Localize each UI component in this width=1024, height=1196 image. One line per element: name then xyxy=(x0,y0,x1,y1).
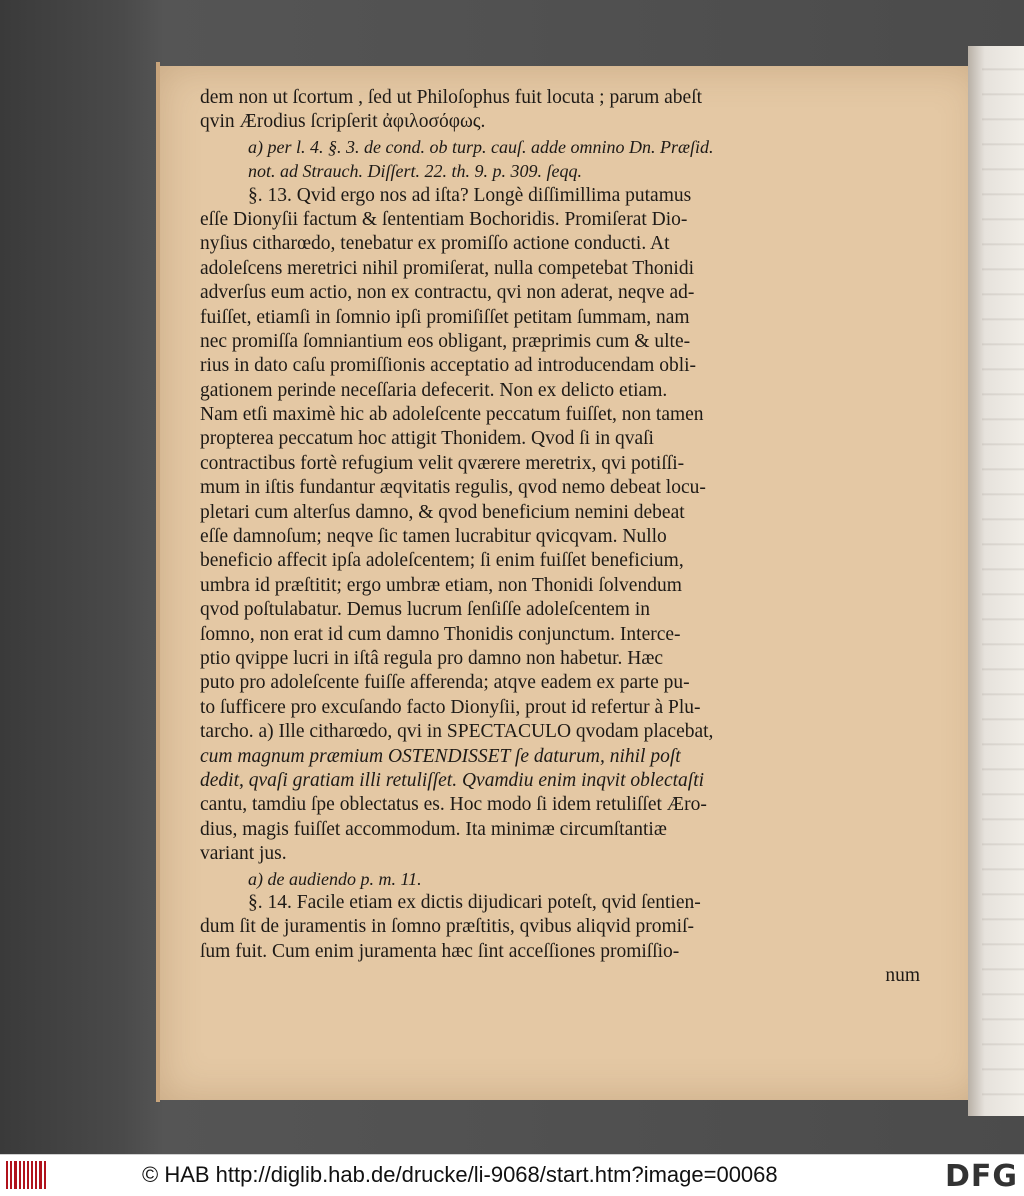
text-line: num xyxy=(885,965,920,987)
text-line: to ſufficere pro excuſando facto Dionyſii, prout id refertur à Plu- xyxy=(200,696,701,718)
text-line: dedit, qvaſi gratiam illi retuliſſet. Qvamdiu enim inqvit oblectaſti xyxy=(200,769,705,791)
text-line: ptio qvippe lucri in iſtâ regula pro damno non habetur. Hæc xyxy=(200,647,664,669)
text-line: §. 13. Qvid ergo nos ad iſta? Longè diſſimillima putamus xyxy=(248,184,692,206)
copyright-url: © HAB http://diglib.hab.de/drucke/li-9068/start.htm?image=00068 xyxy=(142,1162,778,1187)
text-line: not. ad Strauch. Diſſert. 22. th. 9. p. 309. ſeqq. xyxy=(248,161,582,182)
text-line: Nam etſi maximè hic ab adoleſcente peccatum fuiſſet, non tamen xyxy=(200,404,704,426)
text-line: puto pro adoleſcente fuiſſe afferenda; atqve eadem ex parte pu- xyxy=(200,672,690,694)
text-line: adverſus eum actio, non ex contractu, qvi non aderat, neqve ad- xyxy=(200,282,695,304)
text-line: nec promiſſa ſomniantium eos obligant, præprimis cum & ulte- xyxy=(200,330,691,352)
text-line: fuiſſet, etiamſi in ſomnio ipſi promiſiſſet petitam ſummam, nam xyxy=(200,306,690,328)
text-line: nyſius citharœdo, tenebatur ex promiſſo actione conducti. At xyxy=(200,233,670,255)
text-line: eſſe damnoſum; neqve ſic tamen lucrabitur qvicqvam. Nullo xyxy=(200,526,667,548)
text-line: umbra id præſtitit; ergo umbræ etiam, non Thonidi ſolvendum xyxy=(200,574,682,596)
text-line: cum magnum præmium OSTENDISSET ſe daturum, nihil poſt xyxy=(200,745,681,767)
text-line: tarcho. a) Ille citharœdo, qvi in SPECTACULO qvodam placebat, xyxy=(200,721,714,743)
text-line: eſſe Dionyſii factum & ſententiam Bochoridis. Promiſerat Dio- xyxy=(200,208,688,230)
text-line: variant jus. xyxy=(200,843,287,865)
text-line: beneficio affecit ipſa adoleſcentem; ſi enim fuiſſet beneficium, xyxy=(200,550,684,572)
text-line: ſomno, non erat id cum damno Thonidis conjunctum. Interce- xyxy=(200,623,681,645)
text-line: dum ſit de juramentis in ſomno præſtitis, qvibus aliqvid promiſ- xyxy=(200,916,694,938)
text-line: mum in iſtis fundantur æqvitatis regulis, qvod nemo debeat locu- xyxy=(200,477,706,499)
text-line: qvin Ærodius ſcripſerit ἀφιλοσόφως. xyxy=(200,111,486,133)
text-line: adoleſcens meretrici nihil promiſerat, nulla competebat Thonidi xyxy=(200,257,695,279)
text-line: cantu, tamdiu ſpe oblectatus es. Hoc modo ſi idem retuliſſet Æro- xyxy=(200,794,707,816)
facing-page-margin xyxy=(982,46,1024,1116)
text-line: gationem perinde neceſſaria defecerit. Non ex delicto etiam. xyxy=(200,379,668,401)
page-text xyxy=(200,86,920,988)
text-line: pletari cum alterſus damno, & qvod beneficium nemini debeat xyxy=(200,501,685,523)
text-line: ſum fuit. Cum enim juramenta hæc ſint acceſſiones promiſſio- xyxy=(200,940,680,962)
text-line: §. 14. Facile etiam ex dictis dijudicari poteſt, qvid ſentien- xyxy=(248,891,701,913)
text-line: propterea peccatum hoc attigit Thonidem. Qvod ſi in qvaſi xyxy=(200,428,654,450)
text-line: dem non ut ſcortum , ſed ut Philoſophus fuit locuta ; parum abeſt xyxy=(200,87,703,108)
barcode-icon xyxy=(6,1161,46,1189)
text-line: qvod poſtulabatur. Demus lucrum ſenſiſſe adoleſcentem in xyxy=(200,599,651,621)
text-line: a) de audiendo p. m. 11. xyxy=(248,868,422,889)
text-line: rius in dato caſu promiſſionis acceptatio ad introducendam obli- xyxy=(200,355,697,377)
text-line: dius, magis fuiſſet accommodum. Ita minimæ circumſtantiæ xyxy=(200,818,667,840)
footer-bar xyxy=(0,1154,1024,1196)
text-line: contractibus fortè refugium velit qværere meretrix, qvi potiſſi- xyxy=(200,452,685,474)
dfg-logo: DFG xyxy=(944,1159,1018,1194)
text-line: a) per l. 4. §. 3. de cond. ob turp. cauſ. adde omnino Dn. Præſid. xyxy=(248,136,714,157)
